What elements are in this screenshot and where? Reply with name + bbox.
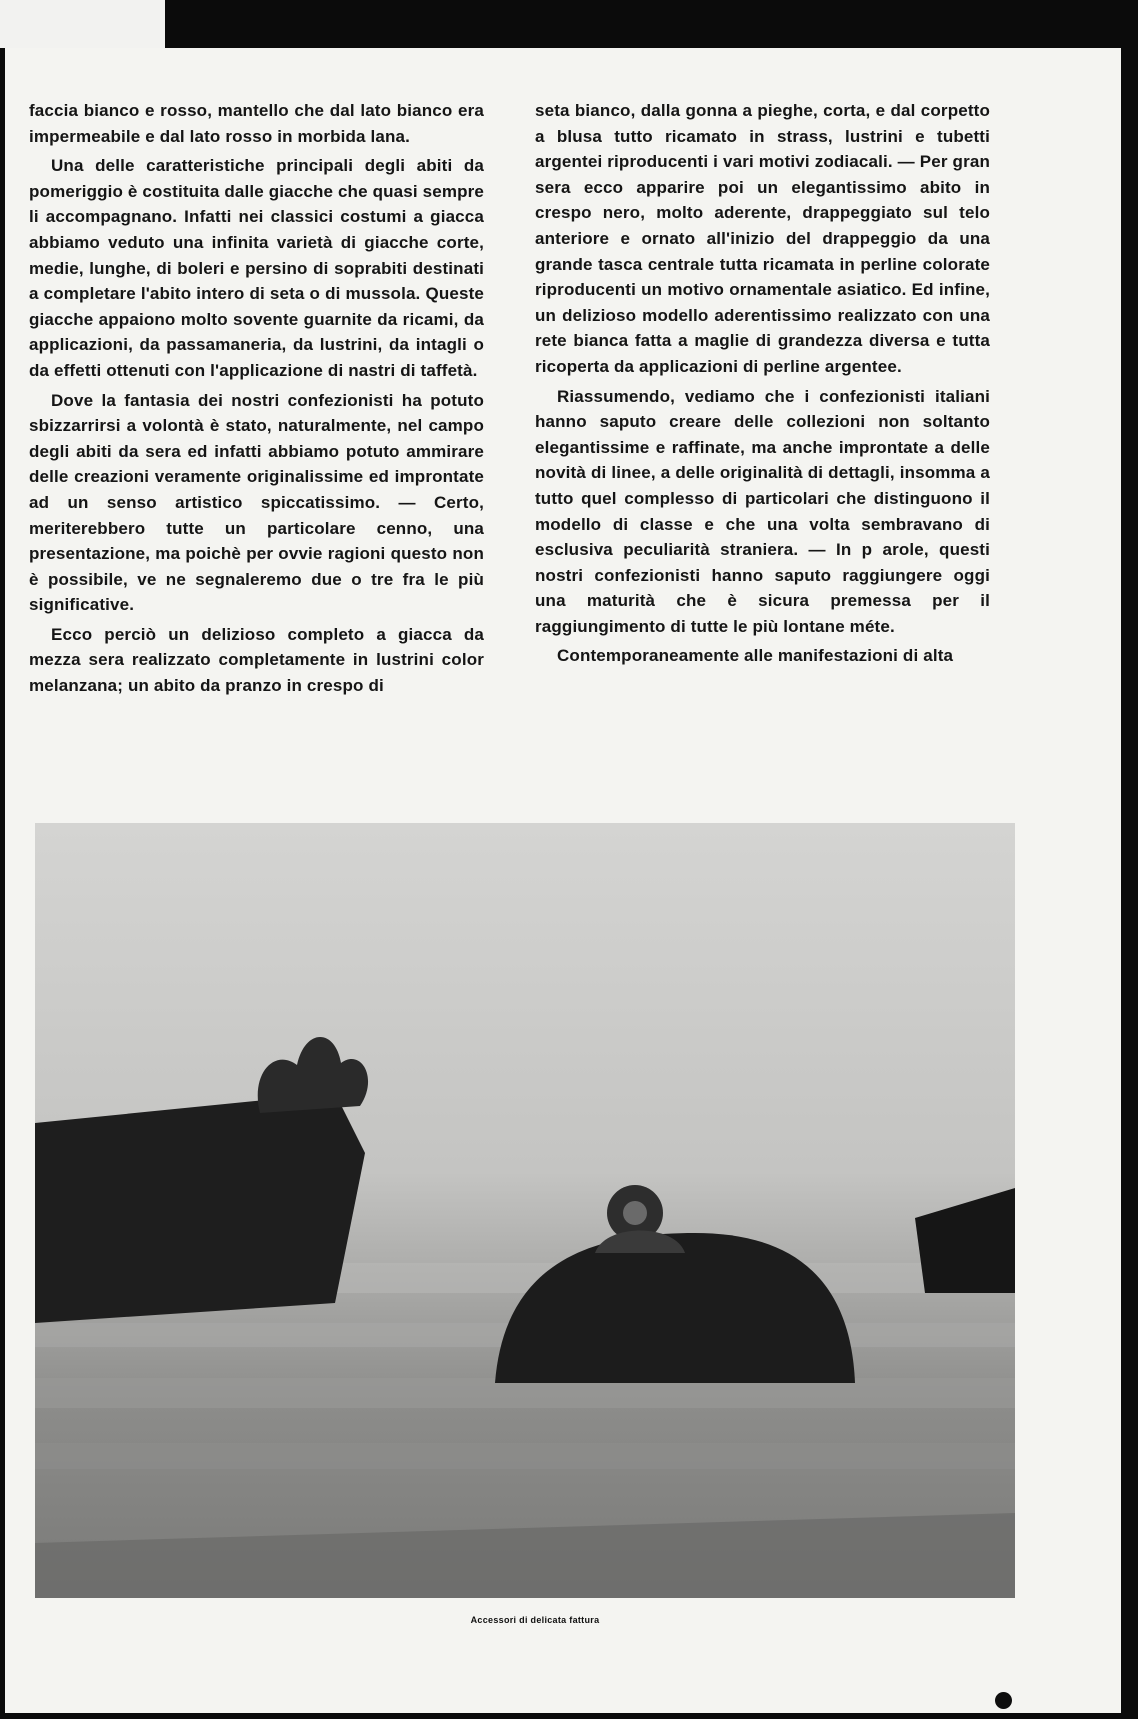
text-column-left bbox=[29, 98, 484, 699]
accessories-photo bbox=[35, 823, 1015, 1598]
photo-caption: Accessori di delicata fattura bbox=[470, 1615, 600, 1625]
scan-margin-corner bbox=[0, 0, 165, 48]
paragraph: faccia bianco e rosso, mantello che dal lato bianco era impermeabile e dal lato rosso in morbida lana. bbox=[29, 101, 484, 146]
paragraph: seta bianco, dalla gonna a pieghe, corta, e dal corpetto a blusa tutto ricamato in strass, lustrini e tubetti argentei riproducenti i vari motivi zodiacali. — Per gran sera ecco apparire poi un elegantissimo abito in crespo nero, molto aderente, drappeggiato sul telo anteriore e ornato all'inizio del drappeggio da una grande tasca centrale tutta ricamata in perline colorate riproducenti un motivo ornamentale asiatico. Ed infine, un delizioso modello aderentissimo realizzato con una rete bianca fatta a maglie di grandezza diversa e tutta ricoperta da applicazioni di perline argentee. bbox=[535, 101, 990, 376]
paragraph: Contemporaneamente alle manifestazioni di alta bbox=[557, 646, 954, 666]
paragraph: Riassumendo, vediamo che i confezionisti italiani hanno saputo creare delle collezioni non soltanto elegantissime e raffinate, ma anche improntate a delle novità di linee, a delle originalità di dettagli, insomma a tutto quel complesso di particolari che distinguono il modello di classe e che una volta sembravano di esclusiva peculiarità straniera. — In p arole, questi nostri confezionisti hanno saputo raggiungere oggi una maturità che è sicura premessa per il raggiungimento di tutte le più lontane méte. bbox=[535, 386, 990, 636]
photo-illustration bbox=[35, 823, 1015, 1598]
magazine-page bbox=[5, 48, 1121, 1713]
paragraph: Una delle caratteristiche principali degli abiti da pomeriggio è costituita dalle giacche che quasi sempre li accompagnano. Infatti nei classici costumi a giacca abbiamo veduto una infinita varietà di giacche corte, medie, lunghe, di boleri e persino di soprabiti destinati a completare l'abito intero di seta o di mussola. Queste giacche appaiono molto sovente guarnite da ricami, da applicazioni, da passamaneria, da lustrini, da intagli o da effetti ottenuti con l'applicazione di nastri di taffetà. bbox=[29, 156, 484, 380]
page-marker-dot bbox=[995, 1692, 1012, 1709]
paragraph: Dove la fantasia dei nostri confezionisti ha potuto sbizzarrirsi a volontà è stato, naturalmente, nel campo degli abiti da sera ed infatti abbiamo potuto ammirare delle creazioni veramente originalissime ed improntate ad un senso artistico spiccatissimo. — Certo, meriterebbero tutte un particolare cenno, una presentazione, ma poichè per ovvie ragioni questo non è possibile, ve ne segnaleremo due o tre fra le più significative. bbox=[29, 390, 484, 615]
paragraph: Ecco perciò un delizioso completo a giacca da mezza sera realizzato completamente in lustrini color melanzana; un abito da pranzo in crespo di bbox=[29, 624, 484, 696]
text-column-right bbox=[535, 98, 990, 669]
